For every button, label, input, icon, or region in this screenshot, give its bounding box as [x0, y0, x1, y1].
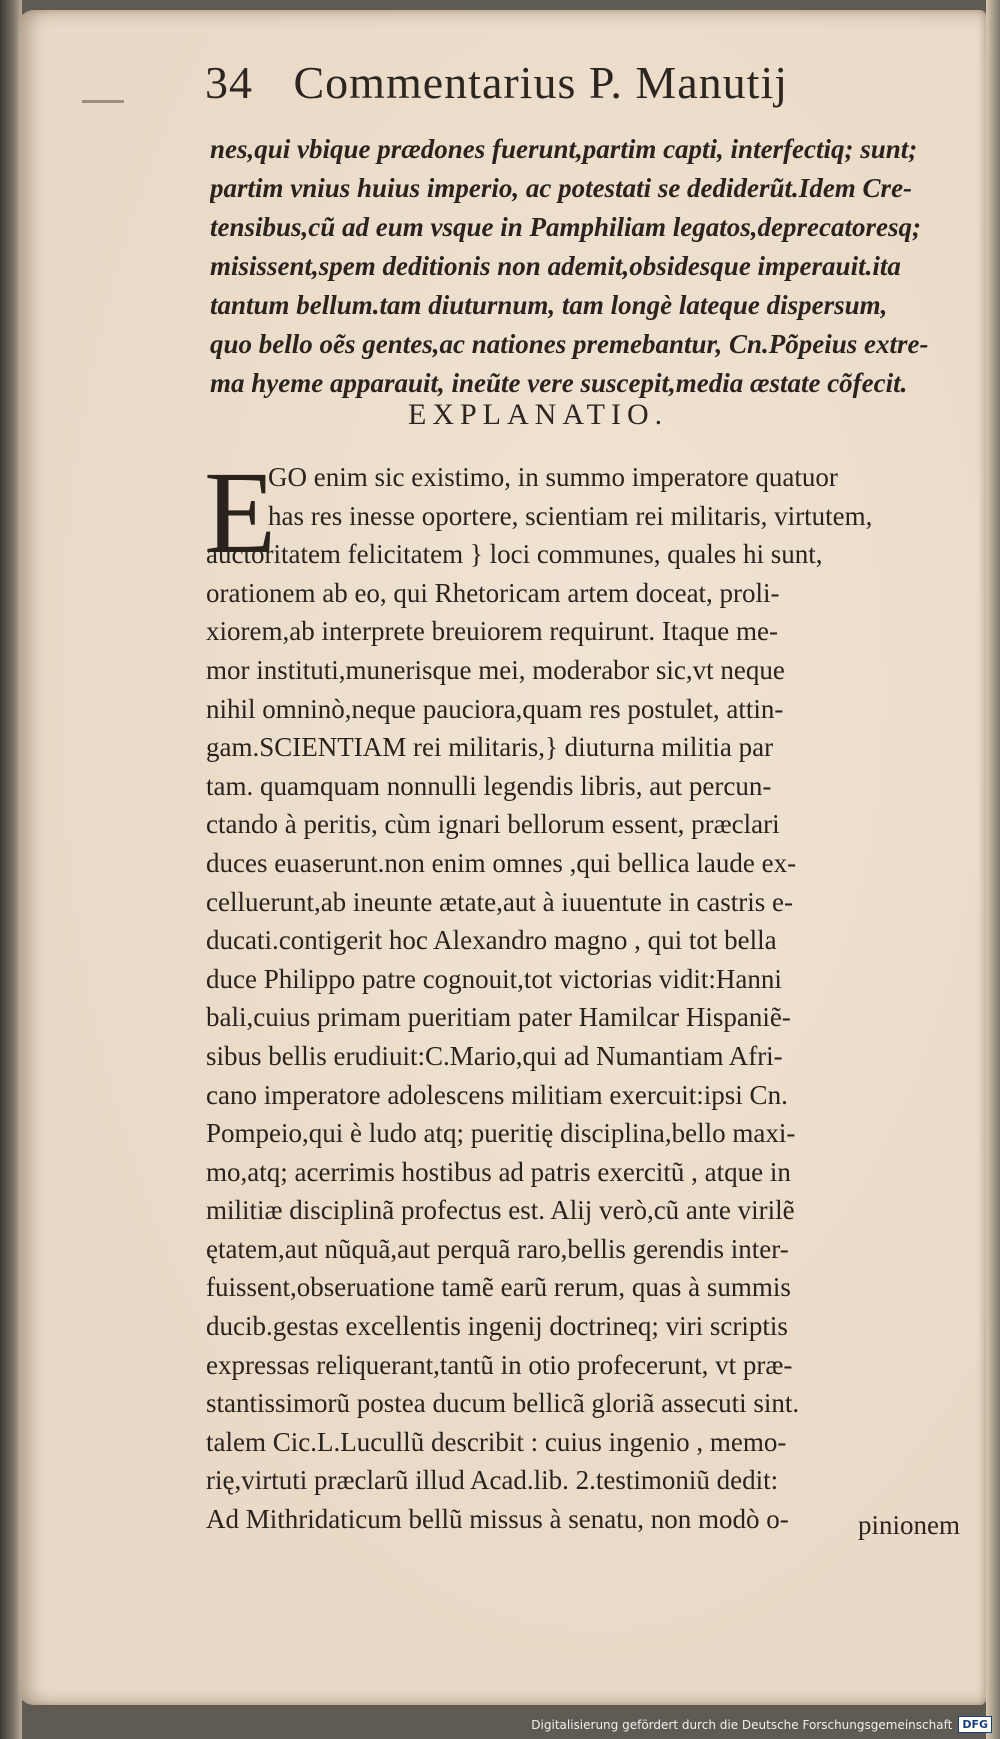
italic-line: misissent,spem deditionis non ademit,obsidesque imperauit.ita [210, 251, 901, 281]
margin-ink-mark [82, 100, 124, 103]
italic-line: tensibus,cũ ad eum vsque in Pamphiliam legatos,deprecatoresq; [210, 212, 922, 242]
body-line: Ad Mithridaticum bellũ missus à senatu, non modò o- [206, 1504, 789, 1535]
body-line: ętatem,aut nũquã,aut perquã raro,bellis gerendis inter- [206, 1233, 789, 1264]
italic-line: ma hyeme apparauit, ineũte vere suscepit,media æstate cõfecit. [210, 368, 908, 398]
body-text-block [204, 447, 978, 1539]
body-line: has res inesse oportere, scientiam rei militaris, virtutem, [268, 500, 873, 531]
running-header [205, 56, 788, 109]
body-line: expressas reliquerant,tantũ in otio profecerunt, vt præ- [206, 1349, 793, 1380]
body-line: auctoritatem felicitatem } loci communes, quales hi sunt, [206, 539, 823, 570]
body-line: tam. quamquam nonnulli legendis libris, aut percun- [206, 770, 772, 801]
page-number: 34 [205, 57, 253, 108]
running-title: Commentarius P. Manutij [293, 57, 788, 108]
body-line: duce Philippo patre cognouit,tot victorias vidit:Hanni [206, 963, 782, 994]
italic-line: nes,qui vbique prædones fuerunt,partim capti, interfectiq; sunt; [210, 134, 918, 164]
body-line: duces euaserunt.non enim omnes ,qui bellica laude ex- [206, 847, 797, 878]
page-edge [986, 0, 1000, 1739]
body-line: cano imperatore adolescens militiam exercuit:ipsi Cn. [206, 1079, 788, 1110]
italic-line: quo bello oẽs gentes,ac nationes premebantur, Cn.Põpeius extre- [210, 329, 929, 359]
body-line: xiorem,ab interprete breuiorem requirunt. Itaque me- [206, 616, 779, 647]
body-line: mo,atq; acerrimis hostibus ad patris exercitũ , atque in [206, 1156, 791, 1187]
body-line: militiæ disciplinã profectus est. Alij verò,cũ ante virilẽ [206, 1195, 795, 1226]
digitization-footer [531, 1716, 992, 1733]
body-line: bali,cuius primam pueritiam pater Hamilcar Hispaniẽ- [206, 1002, 791, 1033]
dfg-logo-icon: DFG [958, 1716, 992, 1733]
catchword: pinionem [858, 1510, 960, 1540]
body-line: ctando à peritis, cùm ignari bellorum essent, præclari [206, 809, 780, 840]
body-line: fuissent,obseruatione tamẽ earũ rerum, quas à summis [206, 1272, 791, 1303]
body-line: rię,virtuti præclarũ illud Acad.lib. 2.testimoniũ dedit: [206, 1465, 779, 1496]
body-line: ducib.gestas excellentis ingenij doctrineq; viri scriptis [206, 1311, 788, 1342]
body-line: stantissimorũ postea ducum bellicã gloriã assecuti sint. [206, 1388, 800, 1419]
italic-text-block [210, 130, 980, 403]
italic-line: partim vnius huius imperio, ac potestati se dediderũt.Idem Cre- [210, 173, 913, 203]
body-line: ducati.contigerit hoc Alexandro magno , qui tot bella [206, 925, 777, 956]
body-line: celluerunt,ab ineunte ætate,aut à iuuentute in castris e- [206, 886, 794, 917]
body-line: GO enim sic existimo, in summo imperatore quatuor [268, 462, 838, 492]
body-line: gam.SCIENTIAM rei militaris,} diuturna militia par [206, 732, 774, 763]
body-line: nihil omninò,neque pauciora,quam res postulet, attin- [206, 693, 784, 724]
footer-text: Digitalisierung gefördert durch die Deutsche Forschungsgemeinschaft [531, 1717, 953, 1732]
body-line: sibus bellis erudiuit:C.Mario,qui ad Numantiam Afri- [206, 1040, 783, 1071]
body-line: mor instituti,munerisque mei, moderabor sic,vt neque [206, 654, 785, 685]
drop-cap: E [204, 447, 277, 578]
body-line: Pompeio,qui è ludo atq; pueritię disciplina,bello maxi- [206, 1118, 796, 1149]
body-line: talem Cic.L.Lucullũ describit : cuius ingenio , memo- [206, 1426, 787, 1457]
section-title: EXPLANATIO. [408, 398, 669, 431]
body-line: orationem ab eo, qui Rhetoricam artem doceat, proli- [206, 577, 780, 608]
italic-line: tantum bellum.tam diuturnum, tam longè lateque dispersum, [210, 290, 888, 320]
